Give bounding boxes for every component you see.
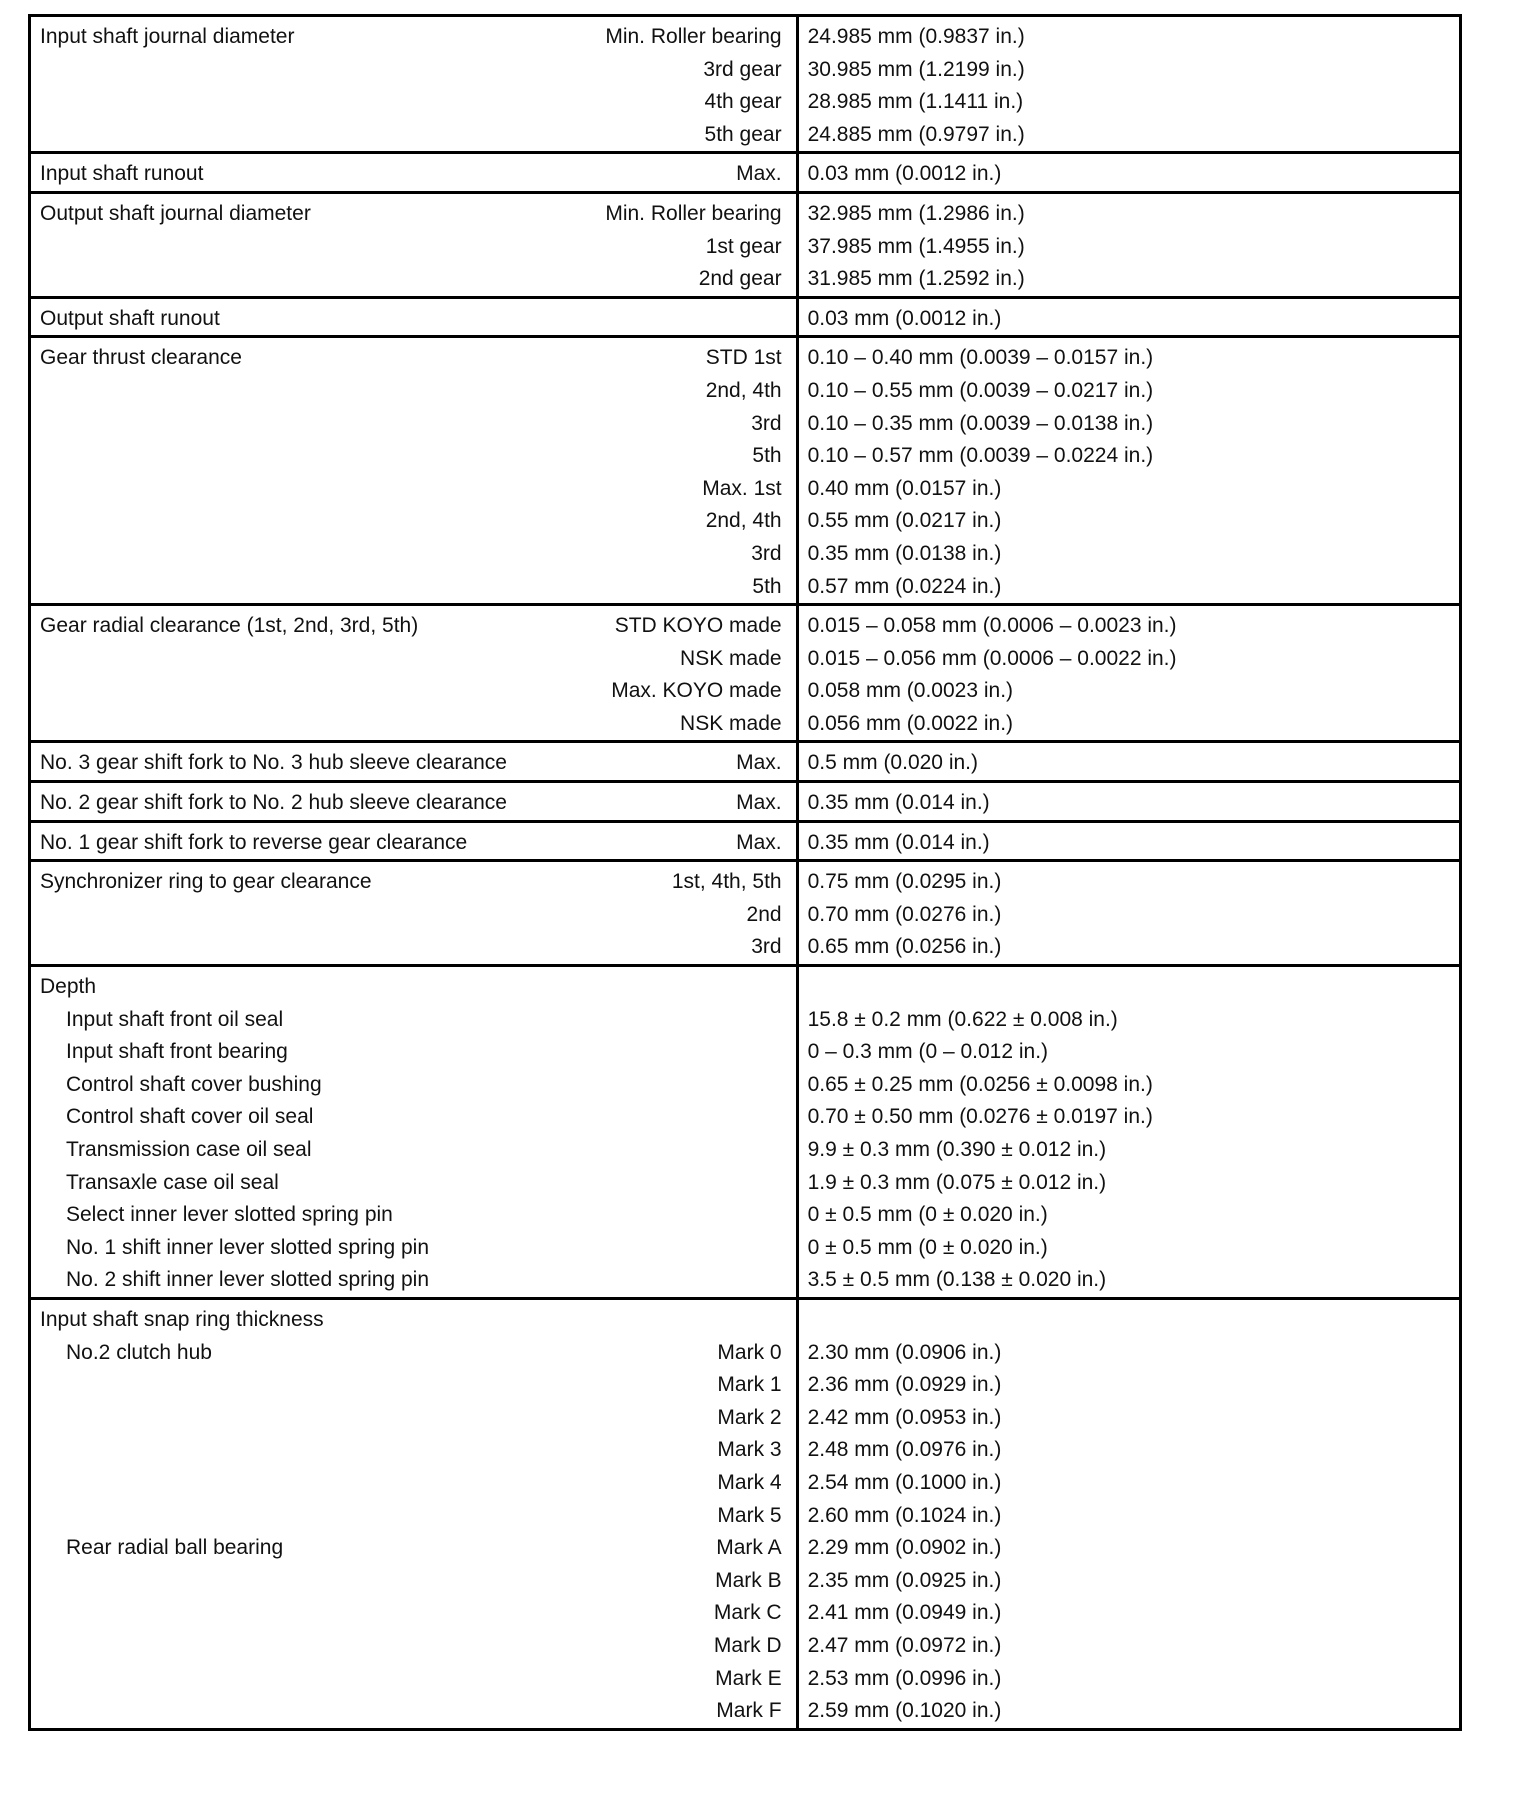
spec-value: 24.985 mm (0.9837 in.)	[807, 25, 1025, 48]
spec-label: Output shaft runout	[40, 306, 220, 330]
spec-condition: Mark D	[713, 1633, 782, 1657]
spec-label: Input shaft journal diameter	[40, 25, 295, 48]
spec-line	[31, 708, 796, 741]
spec-label: Gear radial clearance (1st, 2nd, 3rd, 5th)	[40, 614, 419, 638]
spec-line	[31, 440, 796, 473]
spec-label-cell	[30, 337, 798, 605]
spec-value: 30.985 mm (1.2199 in.)	[807, 57, 1025, 81]
spec-value: 3.5 ± 0.5 mm (0.138 ± 0.020 in.)	[807, 1268, 1107, 1292]
spec-body	[30, 16, 1461, 1730]
spec-line	[31, 1036, 796, 1069]
spec-line	[31, 787, 796, 820]
spec-label: Input shaft runout	[40, 162, 204, 186]
spec-sublabel: No. 1 shift inner lever slotted spring pin	[66, 1235, 430, 1259]
spec-label-cell	[30, 966, 798, 1299]
spec-label-cell	[30, 153, 798, 193]
spec-line	[31, 971, 796, 1004]
spec-line	[31, 1630, 796, 1663]
spec-sublabel: Control shaft cover bushing	[66, 1072, 322, 1096]
spec-line	[31, 827, 796, 860]
spec-value: 0.70 mm (0.0276 in.)	[807, 902, 1002, 926]
spec-value: 28.985 mm (1.1411 in.)	[807, 90, 1024, 114]
spec-label: Depth	[40, 975, 97, 999]
spec-value-cell	[797, 1298, 1460, 1729]
spec-value: 0 ± 0.5 mm (0 ± 0.020 in.)	[807, 1235, 1048, 1259]
spec-line	[31, 473, 796, 506]
spec-value: 0.75 mm (0.0295 in.)	[807, 870, 1002, 894]
spec-value	[799, 971, 1459, 1004]
spec-line	[31, 747, 796, 780]
spec-value: 0.40 mm (0.0157 in.)	[807, 476, 1002, 500]
spec-label: No. 2 gear shift fork to No. 2 hub sleeve clearance	[40, 791, 507, 815]
spec-label: No. 3 gear shift fork to No. 3 hub sleeve clearance	[40, 751, 507, 775]
spec-value: 2.53 mm (0.0996 in.)	[807, 1666, 1002, 1690]
spec-value: 0.35 mm (0.014 in.)	[807, 830, 990, 854]
spec-line	[31, 1167, 796, 1200]
spec-condition: 5th	[752, 574, 782, 598]
spec-value: 2.54 mm (0.1000 in.)	[807, 1470, 1002, 1494]
spec-line	[31, 538, 796, 571]
spec-line	[31, 1532, 796, 1565]
spec-value: 0.10 – 0.40 mm (0.0039 – 0.0157 in.)	[807, 346, 1154, 370]
spec-condition: Mark 4	[717, 1470, 782, 1494]
spec-value: 2.35 mm (0.0925 in.)	[807, 1568, 1002, 1592]
spec-condition: 4th gear	[704, 90, 782, 114]
spec-row	[30, 742, 1461, 782]
spec-condition: Mark 5	[717, 1503, 782, 1527]
spec-value-cell	[797, 821, 1460, 861]
spec-row	[30, 966, 1461, 1299]
spec-value-cell	[797, 192, 1460, 297]
spec-value: 2.60 mm (0.1024 in.)	[807, 1503, 1002, 1527]
spec-value: 0.55 mm (0.0217 in.)	[807, 509, 1002, 533]
spec-line	[31, 1264, 796, 1297]
spec-sublabel: Control shaft cover oil seal	[66, 1105, 314, 1129]
spec-sublabel: Input shaft front bearing	[66, 1040, 288, 1064]
spec-value-cell	[797, 782, 1460, 822]
spec-condition: 1st, 4th, 5th	[671, 870, 782, 894]
spec-condition: 1st gear	[705, 234, 782, 258]
spec-row	[30, 192, 1461, 297]
spec-condition: Mark B	[715, 1568, 782, 1592]
spec-line	[31, 643, 796, 676]
spec-sublabel: Transmission case oil seal	[66, 1138, 312, 1161]
spec-label-cell	[30, 1298, 798, 1729]
spec-row	[30, 821, 1461, 861]
spec-label-cell	[30, 861, 798, 966]
spec-value: 1.9 ± 0.3 mm (0.075 ± 0.012 in.)	[807, 1170, 1107, 1194]
spec-line	[31, 1434, 796, 1467]
spec-value-cell	[797, 297, 1460, 337]
spec-line	[31, 1004, 796, 1037]
spec-value	[799, 1304, 1459, 1337]
spec-condition: 3rd	[751, 411, 782, 435]
spec-line	[31, 1695, 796, 1728]
spec-value: 2.29 mm (0.0902 in.)	[807, 1536, 1002, 1560]
spec-value: 0.03 mm (0.0012 in.)	[807, 162, 1002, 186]
spec-condition: Max. KOYO made	[611, 679, 782, 703]
spec-value: 2.42 mm (0.0953 in.)	[807, 1405, 1002, 1429]
spec-value-cell	[797, 605, 1460, 742]
spec-condition: 2nd	[746, 902, 782, 926]
spec-condition: Max. 1st	[702, 476, 782, 500]
spec-condition: Min. Roller bearing	[605, 25, 782, 48]
spec-line	[31, 675, 796, 708]
spec-value: 0.10 – 0.55 mm (0.0039 – 0.0217 in.)	[807, 378, 1154, 402]
spec-line	[31, 119, 796, 152]
spec-row	[30, 297, 1461, 337]
spec-condition: Mark 0	[717, 1340, 782, 1364]
spec-line	[31, 1597, 796, 1630]
spec-row	[30, 861, 1461, 966]
spec-line	[31, 1467, 796, 1500]
spec-line	[31, 1232, 796, 1265]
spec-sublabel: No.2 clutch hub	[66, 1340, 212, 1364]
spec-line	[31, 86, 796, 119]
spec-value: 0.058 mm (0.0023 in.)	[807, 679, 1014, 703]
spec-condition: Mark E	[715, 1666, 782, 1690]
spec-line	[31, 1337, 796, 1370]
spec-line	[31, 54, 796, 87]
spec-label-cell	[30, 605, 798, 742]
spec-value: 0.10 – 0.35 mm (0.0039 – 0.0138 in.)	[807, 411, 1154, 435]
spec-row	[30, 16, 1461, 153]
spec-value: 0.35 mm (0.014 in.)	[807, 791, 990, 815]
spec-condition: NSK made	[680, 711, 782, 735]
spec-row	[30, 337, 1461, 605]
spec-line	[31, 866, 796, 899]
spec-value: 0.056 mm (0.0022 in.)	[807, 711, 1014, 735]
spec-condition: Min. Roller bearing	[605, 201, 782, 225]
spec-line	[31, 1369, 796, 1402]
spec-condition: 2nd, 4th	[705, 509, 782, 533]
spec-value: 2.59 mm (0.1020 in.)	[807, 1699, 1002, 1723]
spec-line	[31, 571, 796, 604]
spec-label-cell	[30, 192, 798, 297]
spec-condition: Mark 2	[717, 1405, 782, 1429]
spec-condition: 3rd	[751, 541, 782, 565]
spec-condition: 3rd gear	[703, 57, 782, 81]
spec-line	[31, 375, 796, 408]
spec-line	[31, 408, 796, 441]
spec-condition: Mark C	[713, 1601, 782, 1625]
spec-value: 31.985 mm (1.2592 in.)	[807, 267, 1025, 291]
spec-line	[31, 931, 796, 964]
spec-value: 2.48 mm (0.0976 in.)	[807, 1438, 1002, 1462]
spec-condition: Mark 3	[717, 1438, 782, 1462]
spec-label: Synchronizer ring to gear clearance	[40, 870, 372, 894]
spec-value-cell	[797, 966, 1460, 1299]
spec-line	[31, 303, 796, 336]
spec-value: 2.30 mm (0.0906 in.)	[807, 1340, 1002, 1364]
spec-line	[31, 1069, 796, 1102]
spec-line	[31, 158, 796, 191]
spec-value: 0.015 – 0.058 mm (0.0006 – 0.0023 in.)	[807, 614, 1177, 638]
spec-value: 37.985 mm (1.4955 in.)	[807, 234, 1025, 258]
spec-sublabel: Select inner lever slotted spring pin	[66, 1203, 393, 1227]
spec-condition: Max.	[736, 162, 782, 186]
spec-sublabel: Transaxle case oil seal	[66, 1170, 279, 1194]
spec-value-cell	[797, 861, 1460, 966]
spec-line	[31, 1304, 796, 1337]
spec-line	[31, 1134, 796, 1167]
spec-condition: STD KOYO made	[614, 614, 782, 638]
spec-label-cell	[30, 297, 798, 337]
spec-sublabel: No. 2 shift inner lever slotted spring pin	[66, 1268, 430, 1292]
spec-value: 2.47 mm (0.0972 in.)	[807, 1633, 1002, 1657]
spec-condition: Max.	[736, 830, 782, 854]
spec-line	[31, 1199, 796, 1232]
spec-sublabel: Rear radial ball bearing	[66, 1536, 284, 1560]
spec-value: 0.65 ± 0.25 mm (0.0256 ± 0.0098 in.)	[807, 1072, 1153, 1096]
spec-line	[31, 263, 796, 296]
spec-condition: 2nd, 4th	[705, 378, 782, 402]
spec-line	[31, 1101, 796, 1134]
spec-line	[31, 1663, 796, 1696]
spec-value: 24.885 mm (0.9797 in.)	[807, 122, 1025, 146]
spec-value-cell	[797, 153, 1460, 193]
spec-label: Gear thrust clearance	[40, 346, 242, 370]
spec-condition: STD 1st	[705, 346, 782, 370]
spec-label: No. 1 gear shift fork to reverse gear clearance	[40, 830, 468, 854]
spec-value: 0 – 0.3 mm (0 – 0.012 in.)	[807, 1040, 1049, 1064]
spec-row	[30, 153, 1461, 193]
spec-line	[31, 231, 796, 264]
spec-value: 0.015 – 0.056 mm (0.0006 – 0.0022 in.)	[807, 646, 1177, 670]
spec-value: 0.70 ± 0.50 mm (0.0276 ± 0.0197 in.)	[807, 1105, 1153, 1129]
spec-value: 0.5 mm (0.020 in.)	[807, 751, 978, 775]
spec-sublabel: Input shaft front oil seal	[66, 1007, 284, 1031]
spec-condition: Mark F	[716, 1699, 782, 1723]
spec-value: 0.03 mm (0.0012 in.)	[807, 306, 1002, 330]
spec-line	[31, 1565, 796, 1598]
spec-value: 2.36 mm (0.0929 in.)	[807, 1373, 1002, 1397]
spec-label-cell	[30, 16, 798, 153]
spec-value: 0.35 mm (0.0138 in.)	[807, 541, 1002, 565]
spec-condition: 2nd gear	[698, 267, 782, 291]
spec-condition: Mark A	[716, 1536, 782, 1560]
spec-value: 0.57 mm (0.0224 in.)	[807, 574, 1002, 598]
spec-label-cell	[30, 821, 798, 861]
spec-value: 9.9 ± 0.3 mm (0.390 ± 0.012 in.)	[807, 1138, 1107, 1161]
spec-value: 15.8 ± 0.2 mm (0.622 ± 0.008 in.)	[807, 1007, 1118, 1031]
spec-table	[28, 14, 1462, 1731]
spec-line	[31, 610, 796, 643]
spec-row	[30, 605, 1461, 742]
spec-label-cell	[30, 782, 798, 822]
spec-label-cell	[30, 742, 798, 782]
spec-value: 2.41 mm (0.0949 in.)	[807, 1601, 1002, 1625]
spec-condition: NSK made	[680, 646, 782, 670]
spec-condition: 3rd	[751, 935, 782, 959]
spec-value-cell	[797, 16, 1460, 153]
spec-line	[31, 21, 796, 54]
spec-value-cell	[797, 742, 1460, 782]
spec-line	[31, 342, 796, 375]
spec-condition: Max.	[736, 791, 782, 815]
spec-value: 32.985 mm (1.2986 in.)	[807, 201, 1025, 225]
spec-condition: 5th	[752, 444, 782, 468]
spec-value: 0.10 – 0.57 mm (0.0039 – 0.0224 in.)	[807, 444, 1154, 468]
spec-condition: Max.	[736, 751, 782, 775]
spec-value: 0.65 mm (0.0256 in.)	[807, 935, 1002, 959]
spec-label: Output shaft journal diameter	[40, 201, 311, 225]
spec-condition: 5th gear	[704, 122, 782, 146]
spec-label: Input shaft snap ring thickness	[40, 1307, 324, 1331]
spec-row	[30, 1298, 1461, 1729]
spec-value-cell	[797, 337, 1460, 605]
spec-line	[31, 505, 796, 538]
spec-line	[31, 1500, 796, 1533]
spec-value: 0 ± 0.5 mm (0 ± 0.020 in.)	[807, 1203, 1048, 1227]
spec-condition: Mark 1	[717, 1373, 782, 1397]
spec-line	[31, 1402, 796, 1435]
spec-line	[31, 198, 796, 231]
spec-row	[30, 782, 1461, 822]
spec-line	[31, 899, 796, 932]
